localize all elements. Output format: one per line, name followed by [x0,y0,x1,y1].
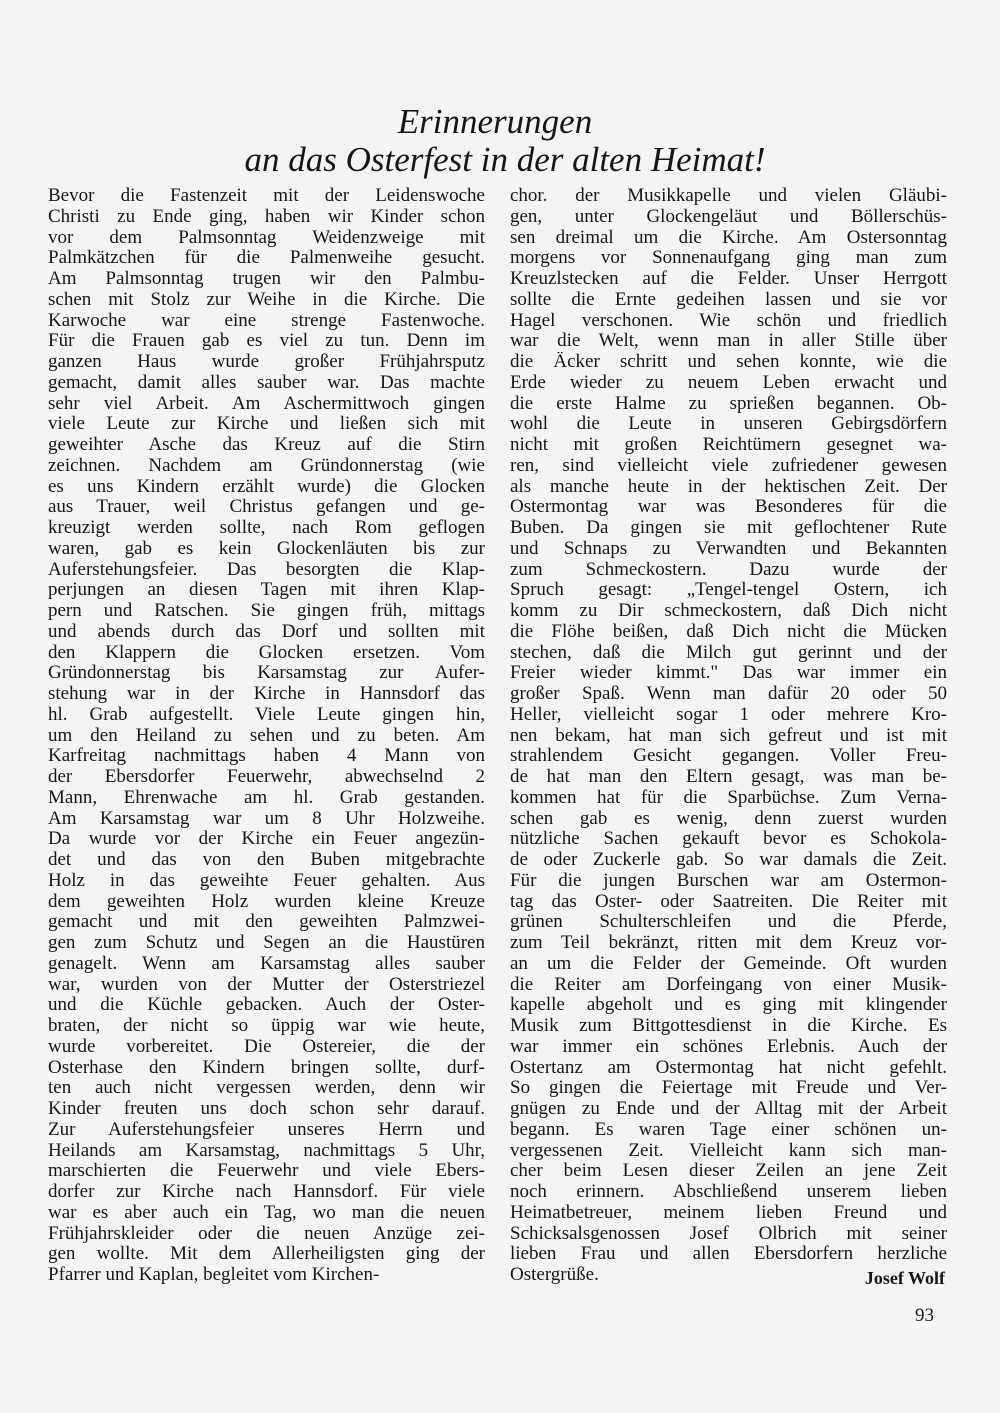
text-line: grünen Schulterschleifen und die Pferde, [510,912,947,933]
text-line: war die Welt, wenn man in aller Stille über [510,331,947,352]
text-line: vergessenen Zeit. Vielleicht kann sich man- [510,1140,947,1161]
text-line: gemacht und mit den geweihten Palmzwei- [48,912,485,933]
text-line: gen wollte. Mit dem Allerheiligsten ging der [48,1244,485,1265]
text-line: Für die jungen Burschen war am Ostermon- [510,870,947,891]
article-title-line-2: an das Osterfest in der alten Heimat! [244,140,766,179]
text-line: sen dreimal um die Kirche. Am Ostersonntag [510,227,947,248]
text-line: Frühjahrskleider oder die neuen Anzüge zei- [48,1223,485,1244]
text-line: Ostergrüße. [510,1265,599,1285]
text-line: viele Leute zur Kirche und ließen sich mit [48,414,485,435]
text-line: zum Schmeckostern. Dazu wurde der [510,559,947,580]
text-line: Heimatbetreuer, meinem lieben Freund und [510,1202,947,1223]
text-line: nen bekam, hat man sich gefreut und ist mit [510,725,947,746]
text-line: Schicksalsgenossen Josef Olbrich mit seiner [510,1223,947,1244]
text-line: Mann, Ehrenwache am hl. Grab gestanden. [48,787,485,808]
text-line: kapelle abgeholt und es ging mit klingender [510,995,947,1016]
text-line: gnügen zu Ende und der Alltag mit der Arbeit [510,1099,947,1119]
text-line: Karwoche war eine strenge Fastenwoche. [48,310,485,331]
text-line: Ostermontag war was Besonderes für die [510,497,947,518]
text-line: gen zum Schutz und Segen an die Haustüren [48,933,485,953]
text-line: Heller, vielleicht sogar 1 oder mehrere Kro- [510,704,947,725]
text-line: det und das von den Buben mitgebrachte [48,850,485,870]
text-line: Musik zum Bittgottesdienst in die Kirche. Es [510,1016,947,1036]
text-line: Gründonnerstag bis Karsamstag zur Aufer- [48,663,485,684]
text-line: chor. der Musikkapelle und vielen Gläubi- [510,186,947,206]
text-line: de hat man den Eltern gesagt, was man be- [510,767,947,787]
right-text-column [510,186,947,1286]
text-line: ganzen Haus wurde großer Frühjahrsputz [48,352,485,372]
text-line: der Ebersdorfer Feuerwehr, abwechselnd 2 [48,767,485,787]
text-line: war immer ein schönes Erlebnis. Auch der [510,1036,947,1057]
text-line: geweihter Asche das Kreuz auf die Stirn [48,435,485,455]
article-title-line-1: Erinnerungen [397,102,593,141]
author-signature: Josef Wolf [864,1268,945,1288]
text-line: wurde vorbereitet. Die Ostereier, die der [48,1036,485,1057]
text-line: um den Heiland zu sehen und zu beten. Am [48,725,485,746]
text-line: Spruch gesagt: „Tengel-tengel Ostern, ich [510,580,947,601]
text-line: Freier wieder kimmt." Das war immer ein [510,663,947,684]
text-line: schen mit Stolz zur Weihe in die Kirche. Die [48,289,485,310]
text-line: genagelt. Wenn am Karsamstag alles sauber [48,953,485,974]
text-line: morgens vor Sonnenaufgang ging man zum [510,248,947,269]
left-text-column [48,186,485,1286]
text-line: stechen, daß die Milch gut gerinnt und der [510,642,947,663]
text-line: gemacht, damit alles sauber war. Das machte [48,372,485,393]
text-line: Christi zu Ende ging, haben wir Kinder schon [48,206,485,227]
text-line: nützliche Sachen gekauft bevor es Schokola- [510,829,947,850]
text-line: Pfarrer und Kaplan, begleitet vom Kirchen- [48,1265,380,1285]
text-line: Heilands am Karsamstag, nachmittags 5 Uhr, [48,1140,485,1161]
text-line: sehr viel Arbeit. Am Aschermittwoch gingen [48,393,485,414]
text-line: pern und Ratschen. Sie gingen früh, mittags [48,601,485,621]
text-line: tag das Oster- oder Saatreiten. Die Reiter mit [510,891,947,912]
text-line: komm zu Dir schmeckostern, daß Dich nicht [510,601,947,621]
text-line: als manche heute in der hektischen Zeit. Der [510,476,947,497]
text-line: aus Trauer, weil Christus gefangen und ge- [48,497,485,518]
text-line: braten, der nicht so üppig war wie heute, [48,1016,485,1036]
text-line: Osterhase den Kindern bringen sollte, durf- [48,1057,485,1078]
text-line: großer Spaß. Wenn man dafür 20 oder 50 [510,684,947,704]
text-line: Ostertanz am Ostermontag hat nicht gefehlt. [510,1057,947,1078]
text-line: dorfer zur Kirche nach Hannsdorf. Für viele [48,1182,485,1202]
text-line: und Schnaps zu Verwandten und Bekannten [510,538,947,559]
text-line: zeichnen. Nachdem am Gründonnerstag (wie [48,455,485,476]
text-line: hl. Grab aufgestellt. Viele Leute gingen hin, [48,704,485,725]
text-line: zum Teil bekränzt, ritten mit dem Kreuz vor- [510,933,947,953]
text-line: Bevor die Fastenzeit mit der Leidenswoche [48,186,485,206]
text-line: und die Küchle gebacken. Auch der Oster- [48,995,485,1016]
text-line: kommen hat für die Sparbüchse. Zum Verna- [510,787,947,808]
text-line: die Reiter am Dorfeingang von einer Musik- [510,974,947,995]
text-line: dem geweihten Holz wurden kleine Kreuze [48,891,485,912]
text-line: und abends durch das Dorf und sollten mit [48,621,485,642]
text-line: die Flöhe beißen, daß Dich nicht die Mücken [510,621,947,642]
text-line: die erste Halme zu sprießen begannen. Ob- [510,393,947,414]
text-line: perjungen an diesen Tagen mit ihren Klap- [48,580,485,601]
text-line: Holz in das geweihte Feuer gehalten. Aus [48,870,485,891]
text-line: cher beim Lesen dieser Zeilen an jene Zeit [510,1161,947,1182]
text-line: strahlendem Gesicht gegangen. Voller Freu- [510,746,947,767]
text-line: Erde wieder zu neuem Leben erwacht und [510,372,947,393]
text-line: Für die Frauen gab es viel zu tun. Denn im [48,331,485,352]
text-line: waren, gab es kein Glockenläuten bis zur [48,538,485,559]
text-line: kreuzigt werden sollte, nach Rom geflogen [48,518,485,538]
text-line: war, wurden von der Mutter der Osterstriezel [48,974,485,995]
text-line: Zur Auferstehungsfeier unseres Herrn und [48,1119,485,1140]
text-line: Da wurde vor der Kirche ein Feuer angezün- [48,829,485,850]
text-line: Am Karsamstag war um 8 Uhr Holzweihe. [48,808,485,829]
text-line: es uns Kindern erzählt wurde) die Glocken [48,476,485,497]
text-line: schen gab es wenig, denn zuerst wurden [510,808,947,829]
text-line: den Klappern die Glocken ersetzen. Vom [48,642,485,663]
text-line: begann. Es waren Tage einer schönen un- [510,1119,947,1140]
text-line: de oder Zuckerle gab. So war damals die Zeit. [510,850,947,870]
text-line: stehung war in der Kirche in Hannsdorf das [48,684,485,704]
text-line: vor dem Palmsonntag Weidenzweige mit [48,227,485,248]
text-line: marschierten die Feuerwehr und viele Ebers- [48,1161,485,1182]
text-line: Kinder freuten uns doch schon sehr darauf. [48,1099,485,1119]
text-line: lieben Frau und allen Ebersdorfern herzliche [510,1244,947,1265]
text-line: Hagel verschonen. Wie schön und friedlich [510,310,947,331]
text-line: nicht mit großen Reichtümern gesegnet wa- [510,435,947,455]
text-line: ten auch nicht vergessen werden, denn wir [48,1078,485,1099]
text-line: Buben. Da gingen sie mit geflochtener Rute [510,518,947,538]
text-line: an um die Felder der Gemeinde. Oft wurden [510,953,947,974]
text-line: Auferstehungsfeier. Das besorgten die Klap- [48,559,485,580]
text-line: ren, sind vielleicht viele zufriedener gewesen [510,455,947,476]
text-line: die Äcker schritt und sehen konnte, wie die [510,352,947,372]
text-line: Palmkätzchen für die Palmenweihe gesucht. [48,248,485,269]
text-line: So gingen die Feiertage mit Freude und Ver- [510,1078,947,1099]
text-line: wohl die Leute in unseren Gebirgsdörfern [510,414,947,435]
text-line: Karfreitag nachmittags haben 4 Mann von [48,746,485,767]
text-line: Kreuzlstecken auf die Felder. Unser Herrgott [510,269,947,289]
page-number: 93 [915,1305,934,1326]
text-line: noch erinnern. Abschließend unserem lieben [510,1182,947,1202]
text-line: Am Palmsonntag trugen wir den Palmbu- [48,269,485,289]
text-line: war es aber auch ein Tag, wo man die neuen [48,1202,485,1223]
text-line: gen, unter Glockengeläut und Böllerschüs- [510,206,947,227]
text-line: sollte die Ernte gedeihen lassen und sie vor [510,289,947,310]
